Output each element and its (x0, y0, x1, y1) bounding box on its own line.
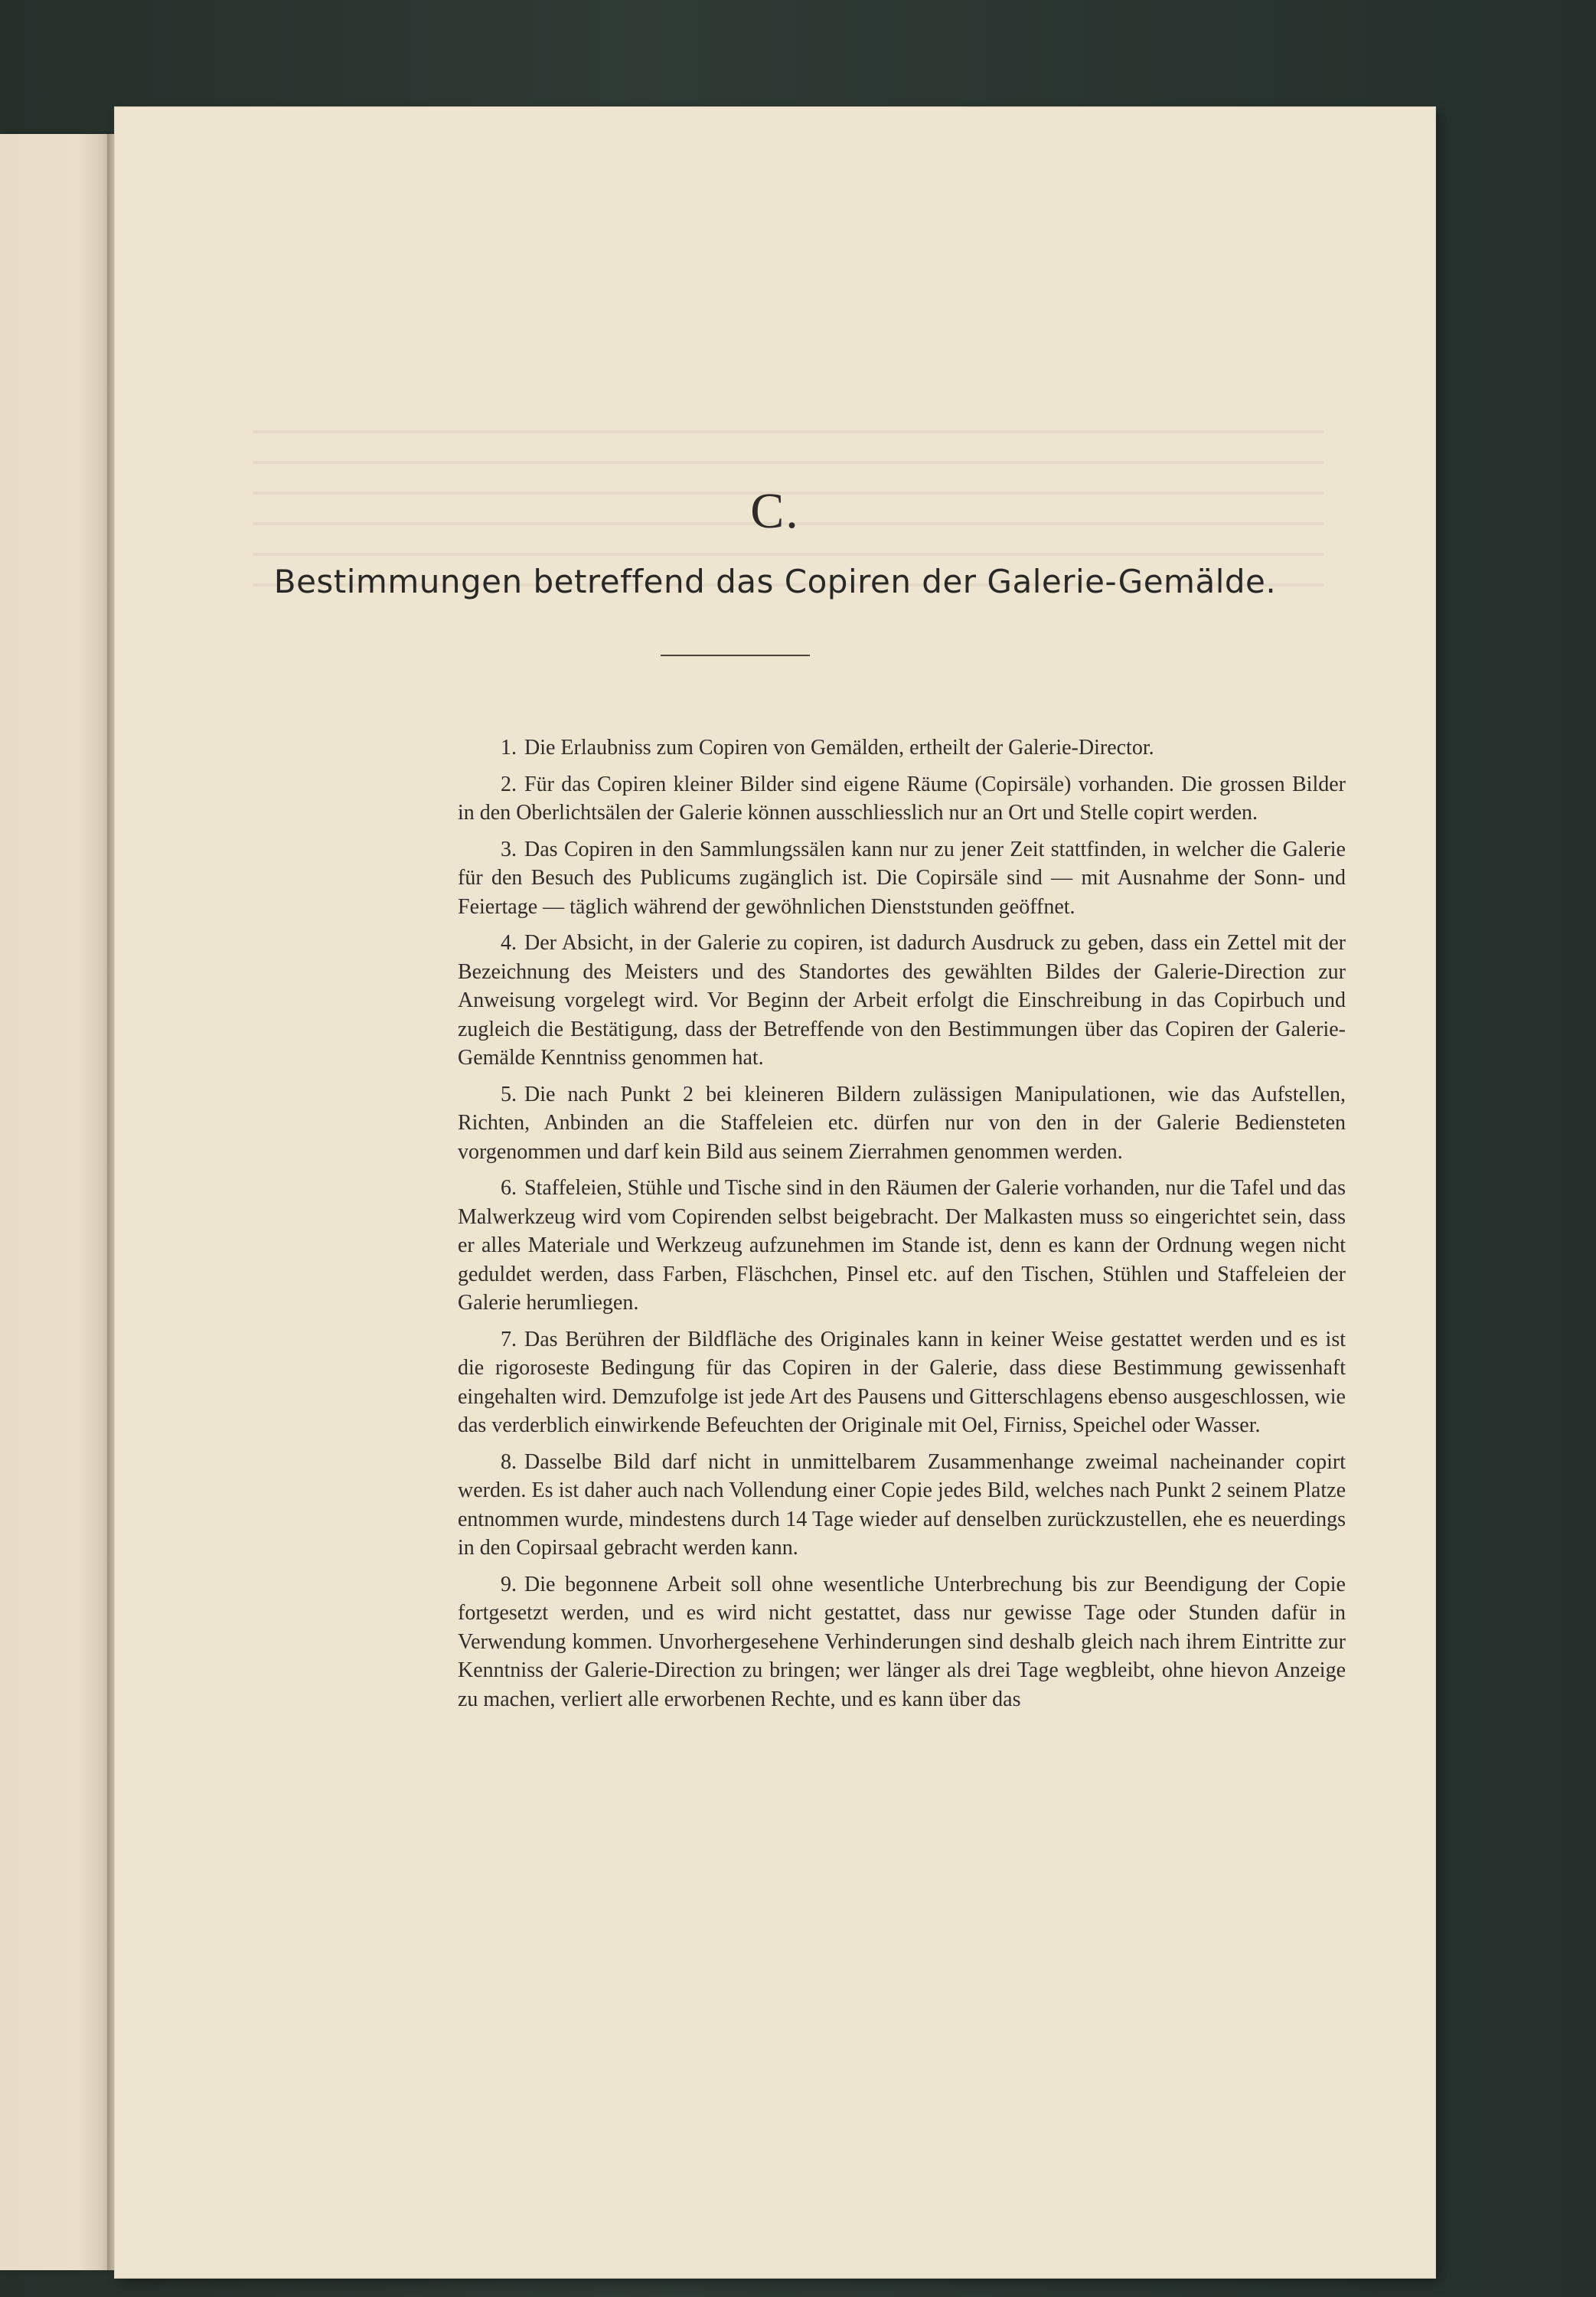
rule-text: Dasselbe Bild darf nicht in unmittelbarem Zusammenhange zweimal nacheinander copirt werden. Es ist daher auch nach Vollendung einer Copie jedes Bild, welches nach Punkt 2 seinem Platze entnommen wurde, mindestens durch 14 Tage wieder auf denselben zurückzustellen, ehe es neuerdings in den Copirsaal gebracht werden kann. (458, 1449, 1346, 1560)
rule-paragraph (458, 1325, 1346, 1440)
rule-number: 8. (501, 1449, 517, 1474)
rule-text: Die nach Punkt 2 bei kleineren Bildern zulässigen Manipulationen, wie das Aufstellen, Richten, Anbinden an die Staffeleien etc. dürfen nur von den in der Galerie Bediensteten vorgenommen und darf kein Bild aus seinem Zierrahmen genommen werden. (458, 1082, 1346, 1164)
rule-text: Das Berühren der Bildfläche des Originales kann in keiner Weise gestattet werden und es ist die rigoroseste Bedingung für das Copiren in der Galerie, dass diese Bestimmung gewissenhaft eingehalten wird. Demzufolge ist jede Art des Pausens und Gitterschlagens ebenso ausgeschlossen, wie das verderblich einwirkende Befeuchten der Originale mit Oel, Firniss, Speichel oder Wasser. (458, 1327, 1346, 1437)
rule-paragraph (458, 835, 1346, 922)
title-divider (661, 655, 810, 656)
rule-paragraph (458, 770, 1346, 828)
rule-paragraph (458, 1080, 1346, 1167)
facing-page-edge (0, 134, 111, 2270)
rule-number: 4. (501, 931, 517, 955)
rule-number: 5. (501, 1082, 517, 1106)
rule-number: 2. (501, 772, 517, 796)
rule-text: Der Absicht, in der Galerie zu copiren, ist dadurch Ausdruck zu geben, dass ein Zettel mit der Bezeichnung des Meisters und des Standortes des gewählten Bildes der Galerie-Direction zur Anweisung vorgelegt wird. Vor Beginn der Arbeit erfolgt die Einschreibung in das Copirbuch und zugleich die Bestätigung, dass der Betreffende von den Bestimmungen über das Copiren der Galerie-Gemälde Kenntniss genommen hat. (458, 931, 1346, 1070)
rule-number: 6. (501, 1176, 517, 1200)
section-letter: C. (750, 483, 800, 539)
rule-text: Die begonnene Arbeit soll ohne wesentliche Unterbrechung bis zur Beendigung der Copie fortgesetzt werden, und es wird nicht gestattet, dass nur gewisse Tage oder Stunden dafür in Verwendung kommen. Unvorhergesehene Verhinderungen sind deshalb gleich nach ihrem Eintritte zur Kenntniss der Galerie-Direction zu bringen; wer länger als drei Tage wegbleibt, ohne hievon Anzeige zu machen, verliert alle erworbenen Rechte, und es kann über das (458, 1572, 1346, 1711)
rule-paragraph (458, 929, 1346, 1073)
document-page (115, 107, 1435, 2278)
rule-text: Die Erlaubniss zum Copiren von Gemälden, ertheilt der Galerie-Director. (524, 736, 1154, 760)
rule-number: 3. (501, 837, 517, 861)
page-title: Bestimmungen betreffend das Copiren der Galerie-Gemälde. (273, 563, 1277, 600)
rule-text: Das Copiren in den Sammlungssälen kann nur zu jener Zeit stattfinden, in welcher die Galerie für den Besuch des Publicums zugänglich ist. Die Copirsäle sind — mit Ausnahme der Sonn- und Feiertage — täglich während der gewöhnlichen Dienststunden geöffnet. (458, 837, 1346, 919)
rule-paragraph (458, 1448, 1346, 1563)
rule-paragraph (458, 1174, 1346, 1318)
rule-number: 9. (501, 1572, 517, 1596)
rule-paragraph (458, 734, 1346, 763)
rules-list (458, 734, 1346, 1721)
rule-paragraph (458, 1570, 1346, 1714)
rule-number: 1. (501, 736, 517, 760)
rule-text: Staffeleien, Stühle und Tische sind in den Räumen der Galerie vorhanden, nur die Tafel und das Malwerkzeug wird vom Copirenden selbst beigebracht. Der Malkasten muss so eingerichtet sein, dass er alles Materiale und Werkzeug aufzunehmen im Stande ist, denn es kann der Ordnung wegen nicht geduldet werden, dass Farben, Fläschchen, Pinsel etc. auf den Tischen, Stühlen und Staffeleien der Galerie herumliegen. (458, 1176, 1346, 1315)
rule-number: 7. (501, 1327, 517, 1351)
rule-text: Für das Copiren kleiner Bilder sind eigene Räume (Copirsäle) vorhanden. Die grossen Bilder in den Oberlichtsälen der Galerie können ausschliesslich nur an Ort und Stelle copirt werden. (458, 772, 1346, 825)
